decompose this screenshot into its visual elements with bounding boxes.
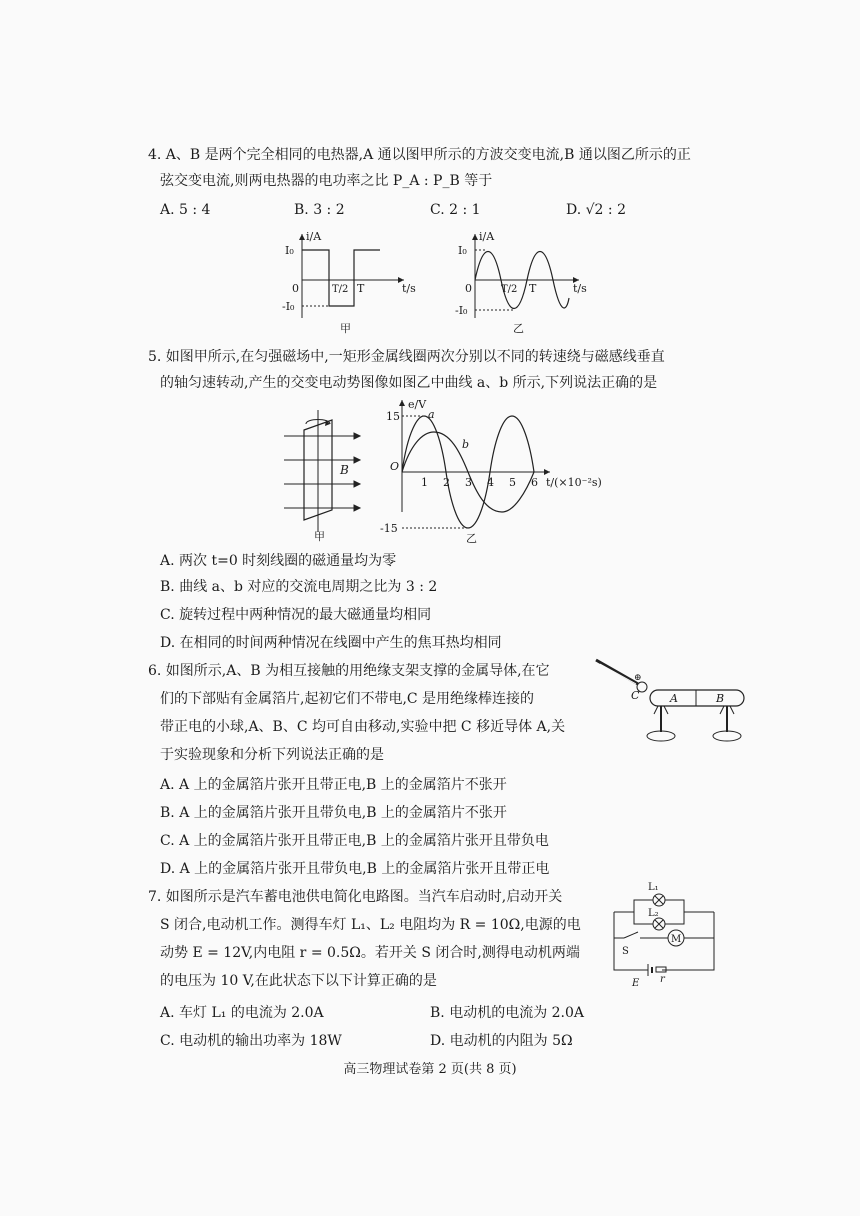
q6-c-label: C xyxy=(631,689,640,702)
q7-emf-label: E xyxy=(632,978,640,989)
q4-stem-line-2: 弦交变电流,则两电热器的电功率之比 P_A : P_B 等于 xyxy=(160,173,493,189)
q6-option-a: A. A 上的金属箔片张开且带正电,B 上的金属箔片不张开 xyxy=(160,777,507,793)
q5-tick-3: 3 xyxy=(465,476,472,489)
q5-tick-4: 4 xyxy=(487,476,494,489)
q5-figure-yi xyxy=(378,396,608,546)
q7-stem-line-1: 7. 如图所示是汽车蓄电池供电简化电路图。当汽车启动时,启动开关 xyxy=(148,889,563,905)
q7-motor-label: M xyxy=(671,934,682,945)
q5-option-d: D. 在相同的时间两种情况在线圈中产生的焦耳热均相同 xyxy=(160,635,502,651)
q4-jia-half-label: T/2 xyxy=(332,284,349,295)
q6-option-b: B. A 上的金属箔片张开且带负电,B 上的金属箔片不张开 xyxy=(160,805,507,821)
q4-figure-yi xyxy=(455,228,595,338)
q5-yi-top-label: 15 xyxy=(386,410,400,423)
page-footer: 高三物理试卷第 2 页(共 8 页) xyxy=(343,1062,517,1077)
q5-yi-origin: O xyxy=(390,460,400,473)
q7-stem-line-3: 动势 E = 12V,内电阻 r = 0.5Ω。若开关 S 闭合时,测得电动机两端 xyxy=(160,945,580,961)
q7-option-a: A. 车灯 L₁ 的电流为 2.0A xyxy=(160,1005,324,1021)
q6-stem-line-1: 6. 如图所示,A、B 为相互接触的用绝缘支架支撑的金属导体,在它 xyxy=(148,663,550,679)
q5-stem-line-1: 5. 如图甲所示,在匀强磁场中,一矩形金属线圈两次分别以不同的转速绕与磁感线垂直 xyxy=(148,349,665,365)
q4-yi-period-label: T xyxy=(529,282,537,295)
q5-tick-2: 2 xyxy=(443,476,450,489)
q4-jia-origin: 0 xyxy=(292,282,299,295)
q4-yi-top-label: I₀ xyxy=(458,244,467,257)
q6-b-label: B xyxy=(716,692,725,705)
q7-r-label: r xyxy=(660,974,665,985)
q6-option-d: D. A 上的金属箔片张开且带负电,B 上的金属箔片张开且带正电 xyxy=(160,861,550,877)
q4-jia-y-label: i/A xyxy=(306,230,322,243)
q7-circuit-figure xyxy=(604,878,734,988)
q4-figure-jia xyxy=(282,228,422,338)
q4-stem-line-1: 4. A、B 是两个完全相同的电热器,A 通以图甲所示的方波交变电流,B 通以图乙所示的正 xyxy=(148,147,691,163)
q5-field-label: B xyxy=(340,463,349,477)
q4-yi-x-label: t/s xyxy=(573,282,587,295)
q7-option-c: C. 电动机的输出功率为 18W xyxy=(160,1033,342,1049)
q5-option-c: C. 旋转过程中两种情况的最大磁通量均相同 xyxy=(160,607,432,623)
q6-a-label: A xyxy=(670,692,678,705)
q5-yi-x-label: t/(×10⁻²s) xyxy=(546,476,602,489)
q6-stem-line-3: 带正电的小球,A、B、C 均可自由移动,实验中把 C 移近导体 A,关 xyxy=(160,719,566,735)
q7-option-b: B. 电动机的电流为 2.0A xyxy=(430,1005,585,1021)
q6-stem-line-4: 于实验现象和分析下列说法正确的是 xyxy=(160,747,384,763)
q4-jia-top-label: I₀ xyxy=(285,244,294,257)
q5-option-a: A. 两次 t=0 时刻线圈的磁通量均为零 xyxy=(160,553,397,569)
q5-stem-line-2: 的轴匀速转动,产生的交变电动势图像如图乙中曲线 a、b 所示,下列说法正确的是 xyxy=(160,375,658,391)
q5-option-b: B. 曲线 a、b 对应的交流电周期之比为 3 : 2 xyxy=(160,579,438,595)
q5-tick-1: 1 xyxy=(421,476,428,489)
q5-curve-b-label: b xyxy=(462,438,470,451)
q6-figure xyxy=(594,656,754,746)
q6-option-c: C. A 上的金属箔片张开且带正电,B 上的金属箔片张开且带负电 xyxy=(160,833,549,849)
q4-yi-y-label: i/A xyxy=(479,230,495,243)
q5-jia-caption: 甲 xyxy=(314,530,325,543)
q5-yi-caption: 乙 xyxy=(466,532,477,545)
q4-jia-caption: 甲 xyxy=(340,322,351,335)
q4-jia-period-label: T xyxy=(357,282,365,295)
q4-option-d: D. √2 : 2 xyxy=(566,202,626,218)
q6-plus-sign: ⊕ xyxy=(634,673,642,683)
q4-option-c: C. 2 : 1 xyxy=(430,202,481,218)
q4-yi-caption: 乙 xyxy=(513,322,524,335)
q4-yi-half-label: T/2 xyxy=(501,284,518,295)
q4-option-a: A. 5 : 4 xyxy=(160,202,211,218)
q7-stem-line-2: S 闭合,电动机工作。测得车灯 L₁、L₂ 电阻均为 R = 10Ω,电源的电 xyxy=(160,917,581,933)
q5-tick-6: 6 xyxy=(531,476,538,489)
q7-switch-label: S xyxy=(622,946,629,957)
q7-l1-label: L₁ xyxy=(648,882,659,893)
q5-yi-bottom-label: -15 xyxy=(380,522,398,535)
q7-stem-line-4: 的电压为 10 V,在此状态下以下计算正确的是 xyxy=(160,973,437,989)
q5-curve-a-label: a xyxy=(428,408,435,421)
q5-figure-jia xyxy=(280,402,380,542)
q5-yi-y-label: e/V xyxy=(408,398,427,411)
q4-jia-x-label: t/s xyxy=(402,282,416,295)
q4-jia-bottom-label: -I₀ xyxy=(282,300,295,313)
q7-l2-label: L₂ xyxy=(648,908,659,919)
q4-yi-origin: 0 xyxy=(465,282,472,295)
q4-option-b: B. 3 : 2 xyxy=(294,202,345,218)
q4-yi-bottom-label: -I₀ xyxy=(455,304,468,317)
q7-option-d: D. 电动机的内阻为 5Ω xyxy=(430,1033,573,1049)
q5-tick-5: 5 xyxy=(509,476,516,489)
q6-stem-line-2: 们的下部贴有金属箔片,起初它们不带电,C 是用绝缘棒连接的 xyxy=(160,691,535,707)
